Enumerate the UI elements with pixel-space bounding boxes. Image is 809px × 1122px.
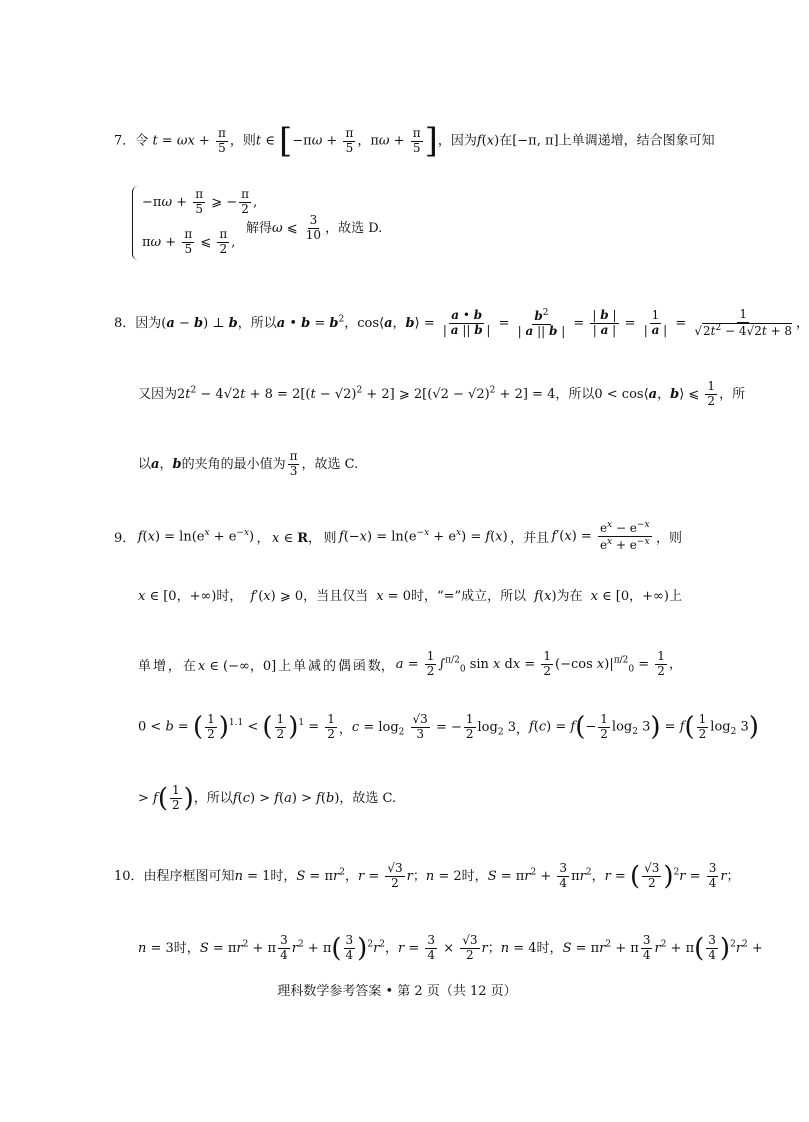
q9-line-5: > f( $\frac{1}{2}$ )，所以f(c) > f(a) > f(b)，故选 C.	[138, 783, 397, 814]
q9-line-3: 单 增 ， 在 x ∈ (−∞，0] 上 单 减 的 偶 函 数， a = $\frac{1}{2}$ ∫$^{\pi/2}_0$ sin x dx = $\frac{1}{2}$ (−cos $x)|^{\pi/2}_0$ = $\frac{1}{2}$ ，	[138, 649, 682, 678]
q7-line-1: 7．令 t = ωx + $\frac{\pi}{5}$ ，则t ∈ [−πω + $\frac{\pi}{5}$ ，πω + $\frac{\pi}{5}$ ]，因为f(x)在[−π, π]上单调递增，结合图象可知	[114, 121, 715, 161]
page-footer: 理科数学参考答案 • 第 2 页（共 12 页）	[277, 984, 517, 999]
question-number: 10．	[114, 868, 144, 884]
q10-line-2: n = 3时，$S = \pi r^2 + \pi$ $\frac{3}{4}$ $r^2 + \pi$( $\frac{3}{4}$ )$^2r^2$，r = $\frac{3}{4}$ × $\frac{√3}{2}$ r；n = 4时，$S = \pi r^2 + \pi$ $\frac{3}{4}$ $r^2 + \pi$( $\frac{3}{4}$ )$^2r^2$ +	[138, 933, 763, 964]
question-number: 8．	[114, 315, 136, 331]
q8-line-3: 以a，b的夹角的最小值为 $\frac{\pi}{3}$ ，故选 C.	[138, 449, 359, 478]
q7-result: 解得ω ⩽ $\frac{3}{10}$ ，故选 D.	[246, 213, 383, 242]
q9-line-4: 0 < b = ( $\frac{1}{2}$ )$^{1.1}$ < ( $\frac{1}{2}$ )$^1$ = $\frac{1}{2}$ ， $c = \log_2$ $\frac{√3}{3}$ = − $\frac{1}{2}$ $\log_2 3$ ， f(c) = f(− $\frac{1}{2}$ $\log_2 3) = f$( $\frac{1}{2}$ $\log_2 3$)	[138, 711, 759, 742]
q9-line-1: 9． $f(x) = \ln(e^x + e^{-x})$ ， x ∈ R， 则 $f(-x) = \ln(e^{-x} + e^x) = f(x)$ ，并且 f′(x) = $\frac{e^x - e^{-x}}{e^x + e^{-x}}$ ，则	[114, 520, 682, 552]
q8-line-1: 8．因为(a − b) ⊥ b，所以a • $b = b^2$，cos⟨a，b⟩ = $\frac{a • b}{| a || b |}$ = $\frac{b^2}{| a || b |}$ = $\frac{| b |}{| a |}$ = $\frac{1}{| a |}$ = $\frac{1}{√2t^2 - 4√2t + 8}$ ，	[114, 307, 809, 338]
question-number: 9．	[114, 530, 136, 546]
left-brace	[132, 186, 141, 260]
question-number: 7．	[114, 133, 136, 149]
q9-line-2: x ∈ [0，+∞)时， f′(x) ⩾ 0，当且仅当 x = 0时，“=”成立，所以 f(x)为在 x ∈ [0，+∞)上	[138, 589, 682, 604]
q10-line-1: 10．由程序框图可知n = 1时，$S = \pi r^2$，r = $\frac{√3}{2}$ r；n = 2时，$S = \pi r^2$ + $\frac{3}{4}$ $\pi r^2$，r = ( $\frac{√3}{2}$ )$^2$r = $\frac{3}{4}$ r；	[114, 861, 740, 892]
q8-line-2: 又因为$2t^2 - 4√2t + 8 = 2[(t - √2)^2 + 2]$ ⩾ $2[(√2 - √2)^2 + 2] = 4$，所以0 < cos⟨a，b⟩ ⩽ $\frac{1}{2}$ ，所	[138, 379, 746, 408]
